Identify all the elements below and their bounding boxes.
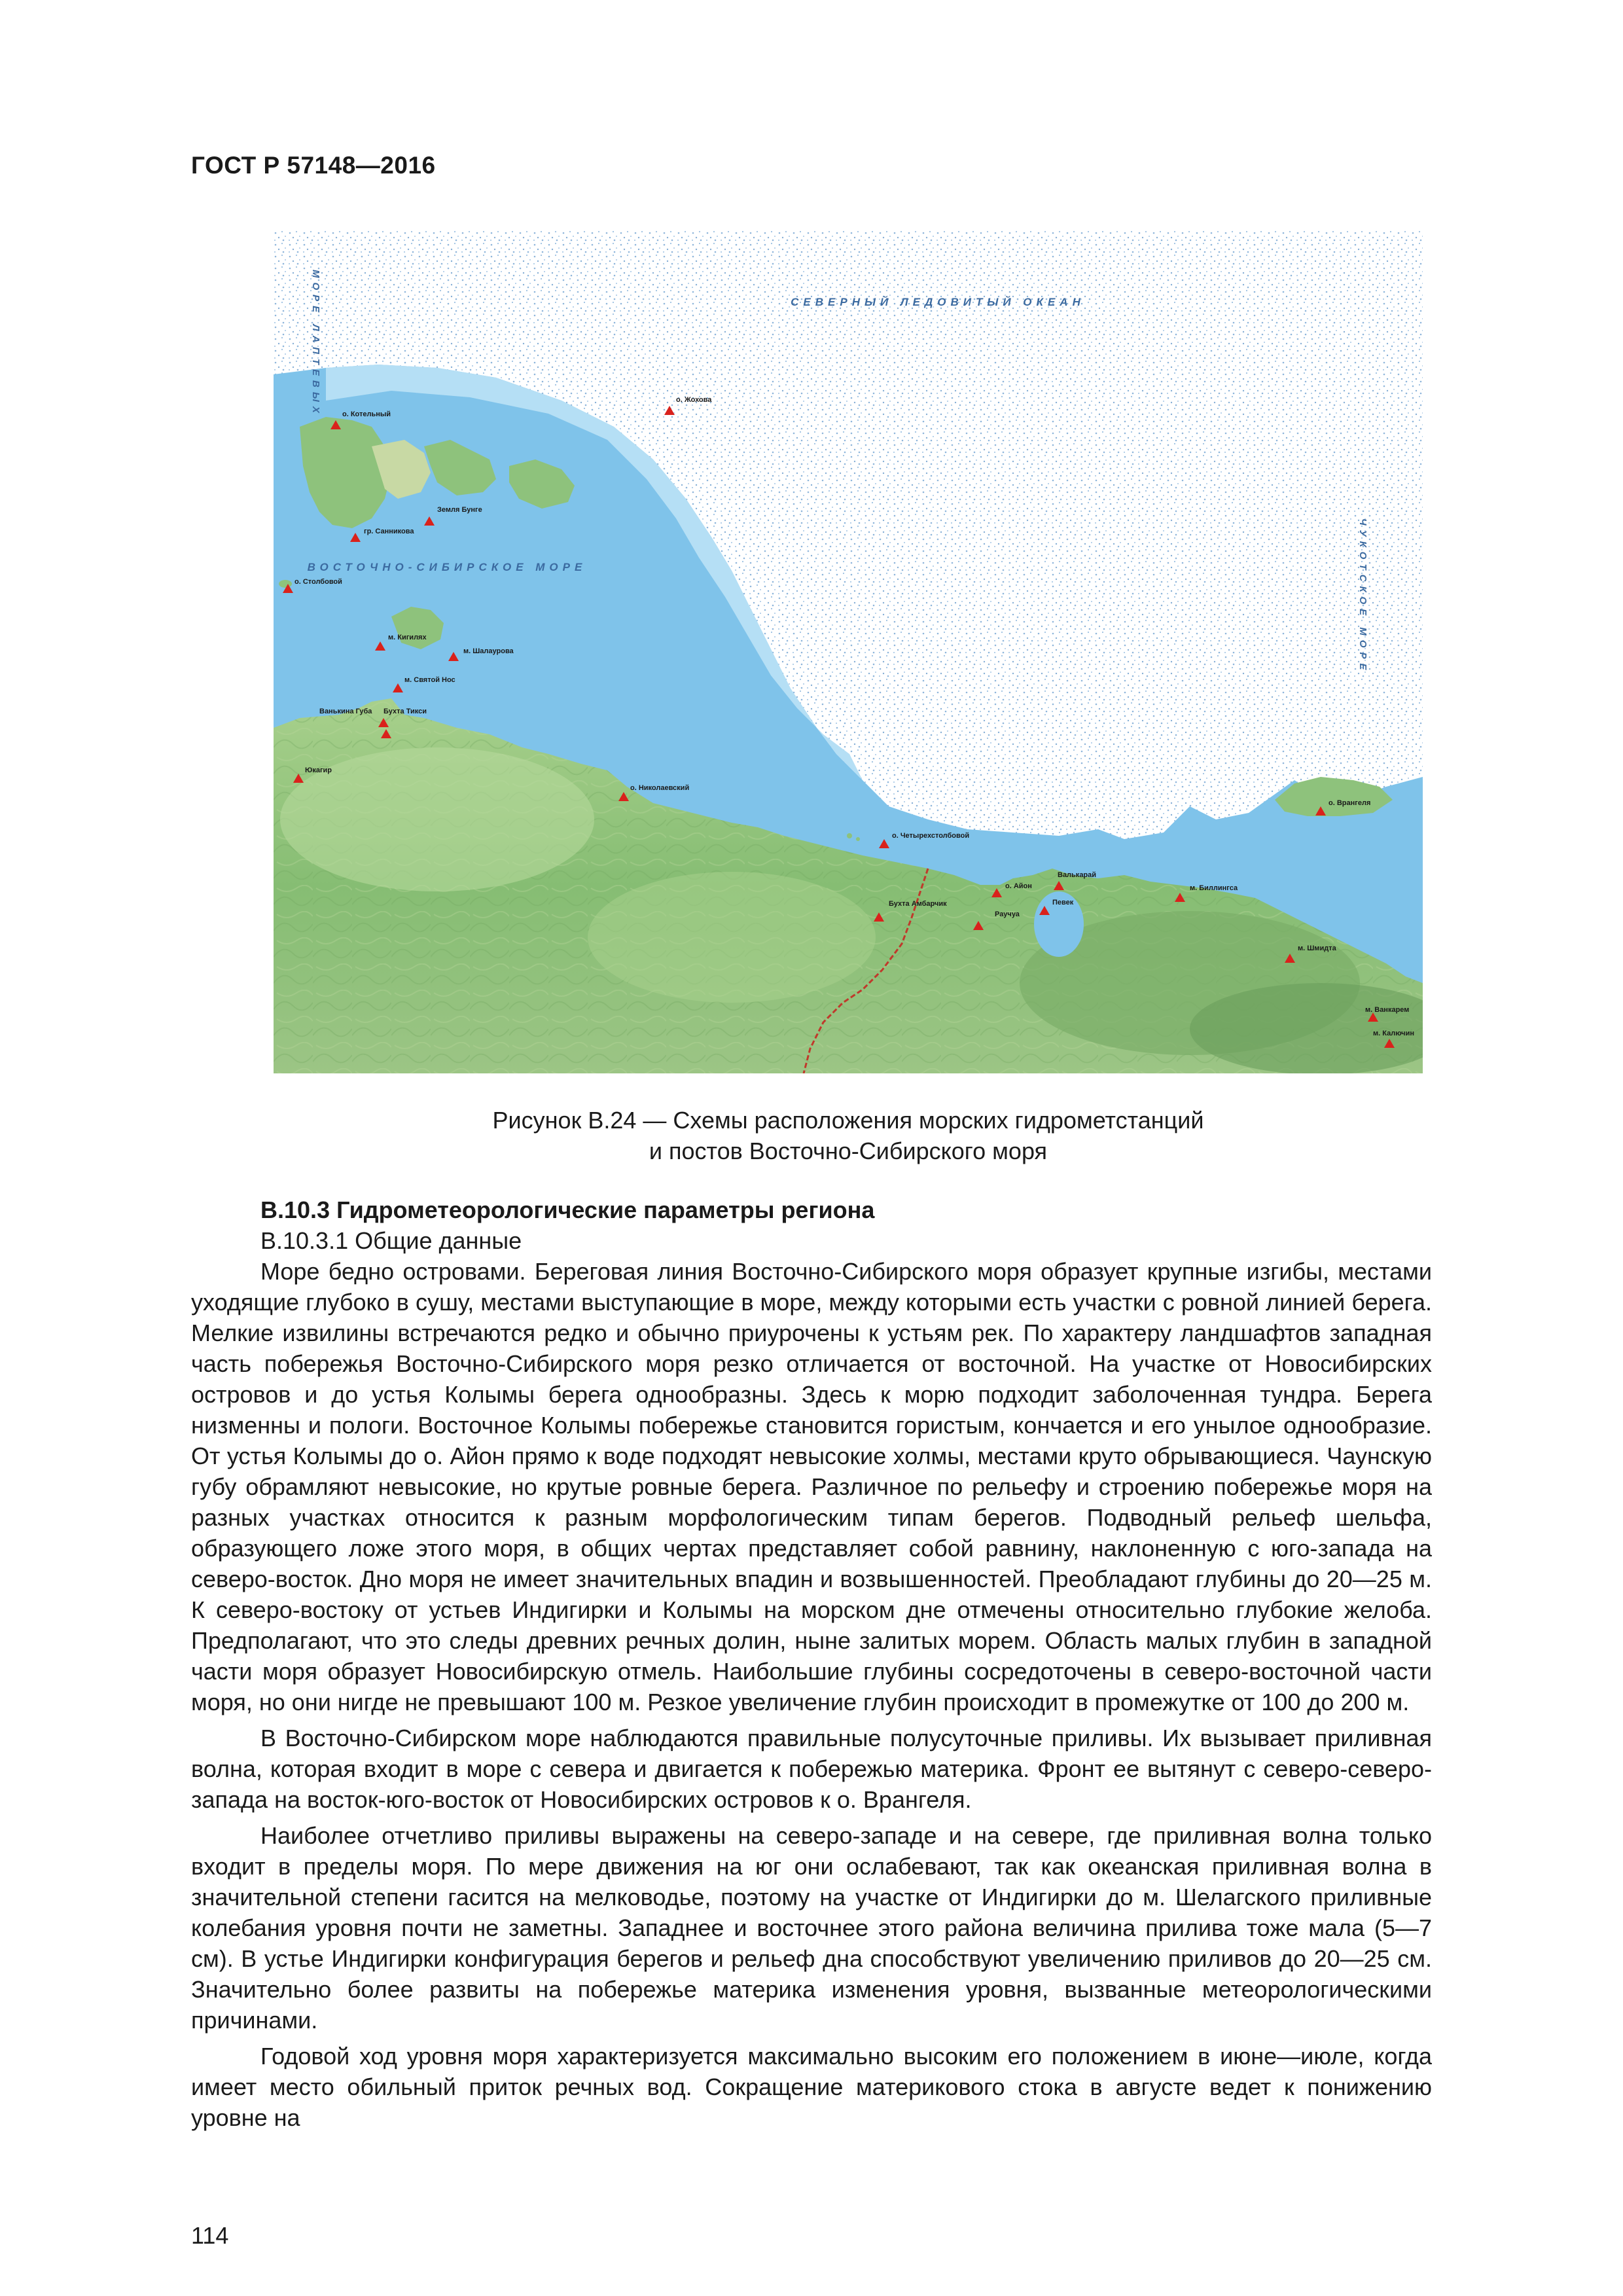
station-label: о. Жохова — [676, 396, 712, 404]
station-label: Валькарай — [1058, 871, 1097, 879]
chukchi-label: ЧУКОТСКОЕ МОРЕ — [1357, 518, 1368, 675]
station-label: м. Шмидта — [1298, 944, 1336, 952]
ocean-label: СЕВЕРНЫЙ ЛЕДОВИТЫЙ ОКЕАН — [791, 296, 1085, 308]
laptev-label: МОРЕ ЛАПТЕВЫХ — [310, 270, 321, 418]
caption-line-1: Рисунок В.24 — Схемы расположения морских гидрометстанций — [492, 1107, 1204, 1134]
document-header: ГОСТ Р 57148—2016 — [191, 152, 436, 179]
station-label: Раучуа — [995, 910, 1020, 918]
station-label: гр. Санникова — [364, 528, 414, 535]
lowland-east — [588, 872, 876, 1003]
bear-islands-2 — [856, 837, 860, 841]
map-svg — [274, 230, 1423, 1073]
station-label: Земля Бунге — [437, 506, 482, 514]
station-label: о. Николаевский — [630, 784, 690, 792]
station-label: Бухта Тикси — [383, 708, 427, 715]
station-label: о. Врангеля — [1329, 799, 1371, 807]
section-subheading: В.10.3.1 Общие данные — [260, 1227, 522, 1254]
sea-label: ВОСТОЧНО-СИБИРСКОЕ МОРЕ — [307, 561, 587, 573]
paragraph-1: Море бедно островами. Береговая линия Восточно-Сибирского моря образует крупные изгибы, местами уходящие глубоко в сушу, местами выступающие в море, между которыми есть участки с ровной линией берега. Мелкие извилины встречаются редко и обычно приурочены к устьям рек. По характеру ландшафтов западная часть побережья Восточно-Сибирского моря резко отличается от восточной. На участке от Новосибирских островов и до устья Колымы берега однообразны. Здесь к морю подходит заболоченная тундра. Берега низменны и пологи. Восточное Колымы побережье становится гористым, кончается и его унылое однообразие. От устья Колымы до о. Айон прямо к воде подходят невысокие холмы, местами круто обрывающиеся. Чаунскую губу обрамляют невысокие, но крутые ровные берега. Различное по рельефу и строению побережье моря на разных участках относится к разным морфологическим типам берегов. Подводный рельеф шельфа, образующего ложе этого моря, в общих чертах представляет собой равнину, наклоненную с юго-запада на северо-восток. Дно моря не имеет значительных впадин и возвышенностей. Преобладают глубины до 20—25 м. К северо-востоку от устьев Индигирки и Колымы на морском дне отмечены относительно глубокие желоба. Предполагают, что это следы древних речных долин, ныне залитых морем. Область малых глубин в западной части моря образует Новосибирскую отмель. Наибольшие глубины сосредоточены в северо-восточной части моря, но они нигде не превышают 100 м. Резкое увеличение глубин происходит в промежутке от 100 до 200 м. — [191, 1258, 1432, 1715]
paragraph-4: Годовой ход уровня моря характеризуется максимально высоким его положением в июне—июле, когда имеет место обильный приток речных вод. Сокращение материкового стока в августе ведет к понижению уровне на — [191, 2043, 1432, 2131]
section-heading: В.10.3 Гидрометеорологические параметры региона — [260, 1196, 875, 1223]
stolbovoy-island — [279, 580, 292, 588]
station-label: м. Калючин — [1373, 1030, 1414, 1037]
station-label: Певек — [1052, 899, 1074, 906]
section-body — [191, 1194, 1432, 2133]
map-figure — [274, 230, 1423, 1073]
station-label: м. Святой Нос — [404, 676, 455, 684]
station-label: о. Четырехстолбовой — [892, 832, 970, 840]
station-label: м. Биллингса — [1190, 884, 1238, 892]
station-label: о. Котельный — [342, 410, 391, 418]
station-label: о. Айон — [1005, 882, 1032, 890]
station-label: Ванькина Губа — [319, 708, 372, 715]
station-label: о. Столбовой — [294, 578, 342, 586]
station-label: Бухта Амбарчик — [889, 900, 947, 908]
figure-caption — [274, 1105, 1423, 1166]
paragraph-3: Наиболее отчетливо приливы выражены на северо-западе и на севере, где приливная волна только входит в пределы моря. По мере движения на юг они ослабевают, так как океанская приливная волна в значительной степени гасится на мелководье, поэтому на участке от Индигирки до м. Шелагского приливные колебания уровня почти не заметны. Западнее и восточнее этого района величина прилива тоже мала (5—7 см). В устье Индигирки конфигурация берегов и рельеф дна способствуют увеличению приливов до 20—25 см. Значительно более развиты на побережье материка изменения уровня, вызванные метеорологическими причинами. — [191, 1822, 1432, 2034]
page-number: 114 — [191, 2222, 229, 2249]
paragraph-2: В Восточно-Сибирском море наблюдаются правильные полусуточные приливы. Их вызывает приливная волна, которая входит в море с севера и двигается к побережью материка. Фронт ее вытянут с северо-северо-запада на восток-юго-восток от Новосибирских островов к о. Врангеля. — [191, 1725, 1432, 1813]
station-label: Юкагир — [305, 766, 332, 774]
bear-islands — [847, 833, 852, 838]
station-label: м. Ванкарем — [1365, 1006, 1410, 1014]
station-label: м. Шалаурова — [463, 647, 514, 655]
caption-line-2: и постов Восточно-Сибирского моря — [649, 1138, 1048, 1164]
station-label: м. Кигилях — [388, 634, 427, 641]
